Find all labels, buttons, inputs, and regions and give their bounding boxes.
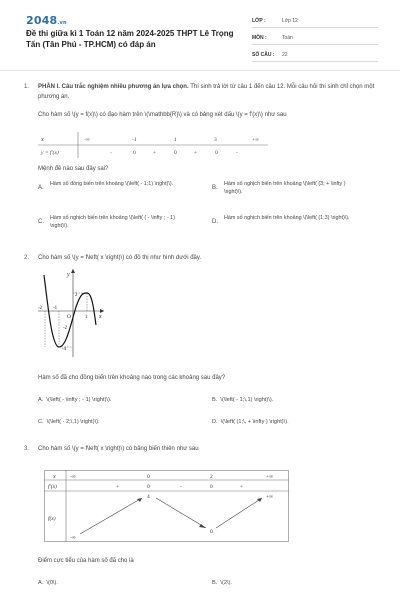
y-tick: -2 [63, 326, 68, 331]
answer-option-b[interactable] [212, 578, 232, 588]
answer-letter: A. [38, 185, 44, 191]
answer-option-c[interactable] [38, 214, 188, 236]
question-stem: Cho hàm số \(y = f(x)\) có đạo hàm trên \(\mathbb{R}\) và có bảng xét dấu \(y = f'(x)\) như sau [38, 112, 287, 118]
sign: 0 [133, 150, 136, 156]
sign: + [240, 484, 244, 490]
table-label-x: x [41, 137, 44, 143]
question-number: 2. [24, 255, 30, 261]
sign: + [153, 150, 157, 156]
question-number: 3. [24, 446, 30, 452]
meta-key: SỐ CÂU : [252, 51, 275, 58]
question-intro [38, 82, 382, 102]
exam-meta [252, 14, 378, 65]
answer-text: \(\left( - 2;\,1) \right)\). [46, 419, 100, 425]
answer-letter: B. [212, 580, 218, 586]
sign: - [180, 484, 182, 490]
f-value: -∞ [70, 535, 76, 541]
answer-letter: A. [38, 397, 44, 403]
y-tick: -4 [62, 347, 67, 352]
answer-option-d[interactable] [212, 417, 289, 427]
sign: 0 [215, 150, 218, 156]
x-value: 2 [210, 474, 213, 480]
table-label-fprime: y = f′(x) [41, 150, 59, 156]
answer-text: Hàm số đồng biến trên khoảng \(\left( - 1;1) \right)\). [50, 181, 174, 187]
question-3 [24, 444, 384, 594]
answer-letter: B. [212, 397, 218, 403]
x-value: 1 [174, 137, 177, 143]
answer-text: Hàm số nghịch biến trên khoảng \(\left( (1;3) \right)\). [224, 215, 350, 221]
question-prompt: Mệnh đề nào sau đây sai? [38, 166, 109, 172]
x-value: +∞ [252, 137, 260, 143]
sign: + [194, 150, 198, 156]
answer-letter: C. [38, 419, 44, 425]
x-value: 0 [147, 474, 150, 480]
question-1 [24, 82, 384, 282]
x-tick: 1 [85, 315, 88, 320]
x-tick: -1 [53, 306, 58, 311]
variation-table [44, 470, 290, 542]
table-label-x: x [53, 474, 56, 480]
sign-table [38, 132, 270, 158]
answer-option-d[interactable] [212, 214, 362, 236]
answer-option-b[interactable] [212, 180, 362, 202]
meta-key: MÔN : [252, 34, 267, 41]
f-value: 4 [147, 494, 150, 500]
meta-key: LỚP : [252, 17, 266, 24]
meta-value: Lớp 12 [282, 17, 298, 24]
answer-letter: D. [212, 419, 218, 425]
sign: 0 [174, 150, 177, 156]
header-divider [0, 70, 400, 71]
f-value: 0 [210, 529, 213, 535]
document-title: Đề thi giữa kì 1 Toán 12 năm 2024-2025 THPT Lê Trọng Tấn (Tân Phú - TP.HCM) có đáp án [26, 29, 234, 49]
x-axis-label: x [99, 314, 102, 320]
y-axis-label: y [67, 272, 70, 278]
answer-letter: C. [38, 219, 44, 225]
answer-option-c[interactable] [38, 417, 100, 427]
answer-text: \(\left( (1;\, + \infty ) \right)\). [220, 419, 289, 425]
origin-label: O [67, 314, 71, 320]
answer-text: \(0\). [46, 580, 58, 586]
x-value: -∞ [84, 137, 90, 143]
answer-option-a[interactable] [38, 180, 188, 202]
answer-option-a[interactable] [38, 395, 111, 405]
meta-value: 22 [282, 51, 288, 58]
question-prompt: Điểm cực tiểu của hàm số đã cho là [38, 558, 134, 564]
meta-row-count [252, 48, 378, 62]
answer-option-b[interactable] [212, 395, 273, 405]
answer-letter: A. [38, 580, 44, 586]
answer-option-a[interactable] [38, 578, 58, 588]
y-tick: 2 [75, 293, 78, 298]
meta-row-class [252, 14, 378, 28]
function-graph [36, 267, 106, 359]
sign: + [116, 484, 120, 490]
x-value: +∞ [266, 474, 274, 480]
table-label-f: f(x) [48, 516, 56, 522]
question-2 [24, 253, 384, 439]
answer-letter: B. [212, 185, 218, 191]
x-value: -1 [132, 137, 137, 143]
question-prompt: Hàm số đã cho đồng biến trên khoảng nào trong các khoảng sau đây? [38, 375, 226, 381]
section-text: Thí sinh trả lời từ câu 1 đến câu 12. Mỗi câu hỏi thí sinh chỉ chọn một phương án. [38, 84, 375, 100]
answer-text: \(2\). [220, 580, 232, 586]
x-value: 3 [214, 137, 217, 143]
sign: 0 [147, 484, 150, 490]
sign: - [236, 150, 238, 156]
logo-suffix: .vn [57, 20, 67, 26]
meta-value: Toán [282, 34, 293, 41]
table-label-fprime: f′(x) [48, 484, 57, 490]
x-tick: -2 [38, 306, 43, 311]
site-logo[interactable] [26, 14, 67, 27]
logo-text: 2048 [26, 14, 58, 27]
question-stem: Cho hàm số \(y = f\left( x \right)\) có bảng biến thiên như sau [38, 446, 199, 452]
answer-text: Hàm số nghịch biến trên khoảng \(\left( (3; + \infty ) \right)\). [224, 181, 346, 195]
answer-text: \(\left( - 1;\,1) \right)\). [220, 397, 274, 403]
section-label: PHẦN I. Câu trắc nghiệm nhiều phương án lựa chọn. [38, 84, 189, 90]
question-stem: Cho hàm số \(y = f\left( x \right)\) có đồ thị như hình dưới đây. [38, 255, 202, 261]
answer-letter: D. [212, 219, 218, 225]
sign: 0 [210, 484, 213, 490]
x-value: -∞ [70, 474, 76, 480]
question-number: 1. [24, 84, 30, 90]
header [0, 0, 400, 66]
f-value: +∞ [266, 494, 274, 500]
meta-row-subject [252, 31, 378, 45]
answer-text: Hàm số nghịch biến trên khoảng \(\left( ( - \infty ; - 1) \right)\). [50, 215, 175, 229]
answer-text: \(\left( - \infty ; - 1) \right)\). [46, 397, 112, 403]
sign: - [110, 150, 112, 156]
